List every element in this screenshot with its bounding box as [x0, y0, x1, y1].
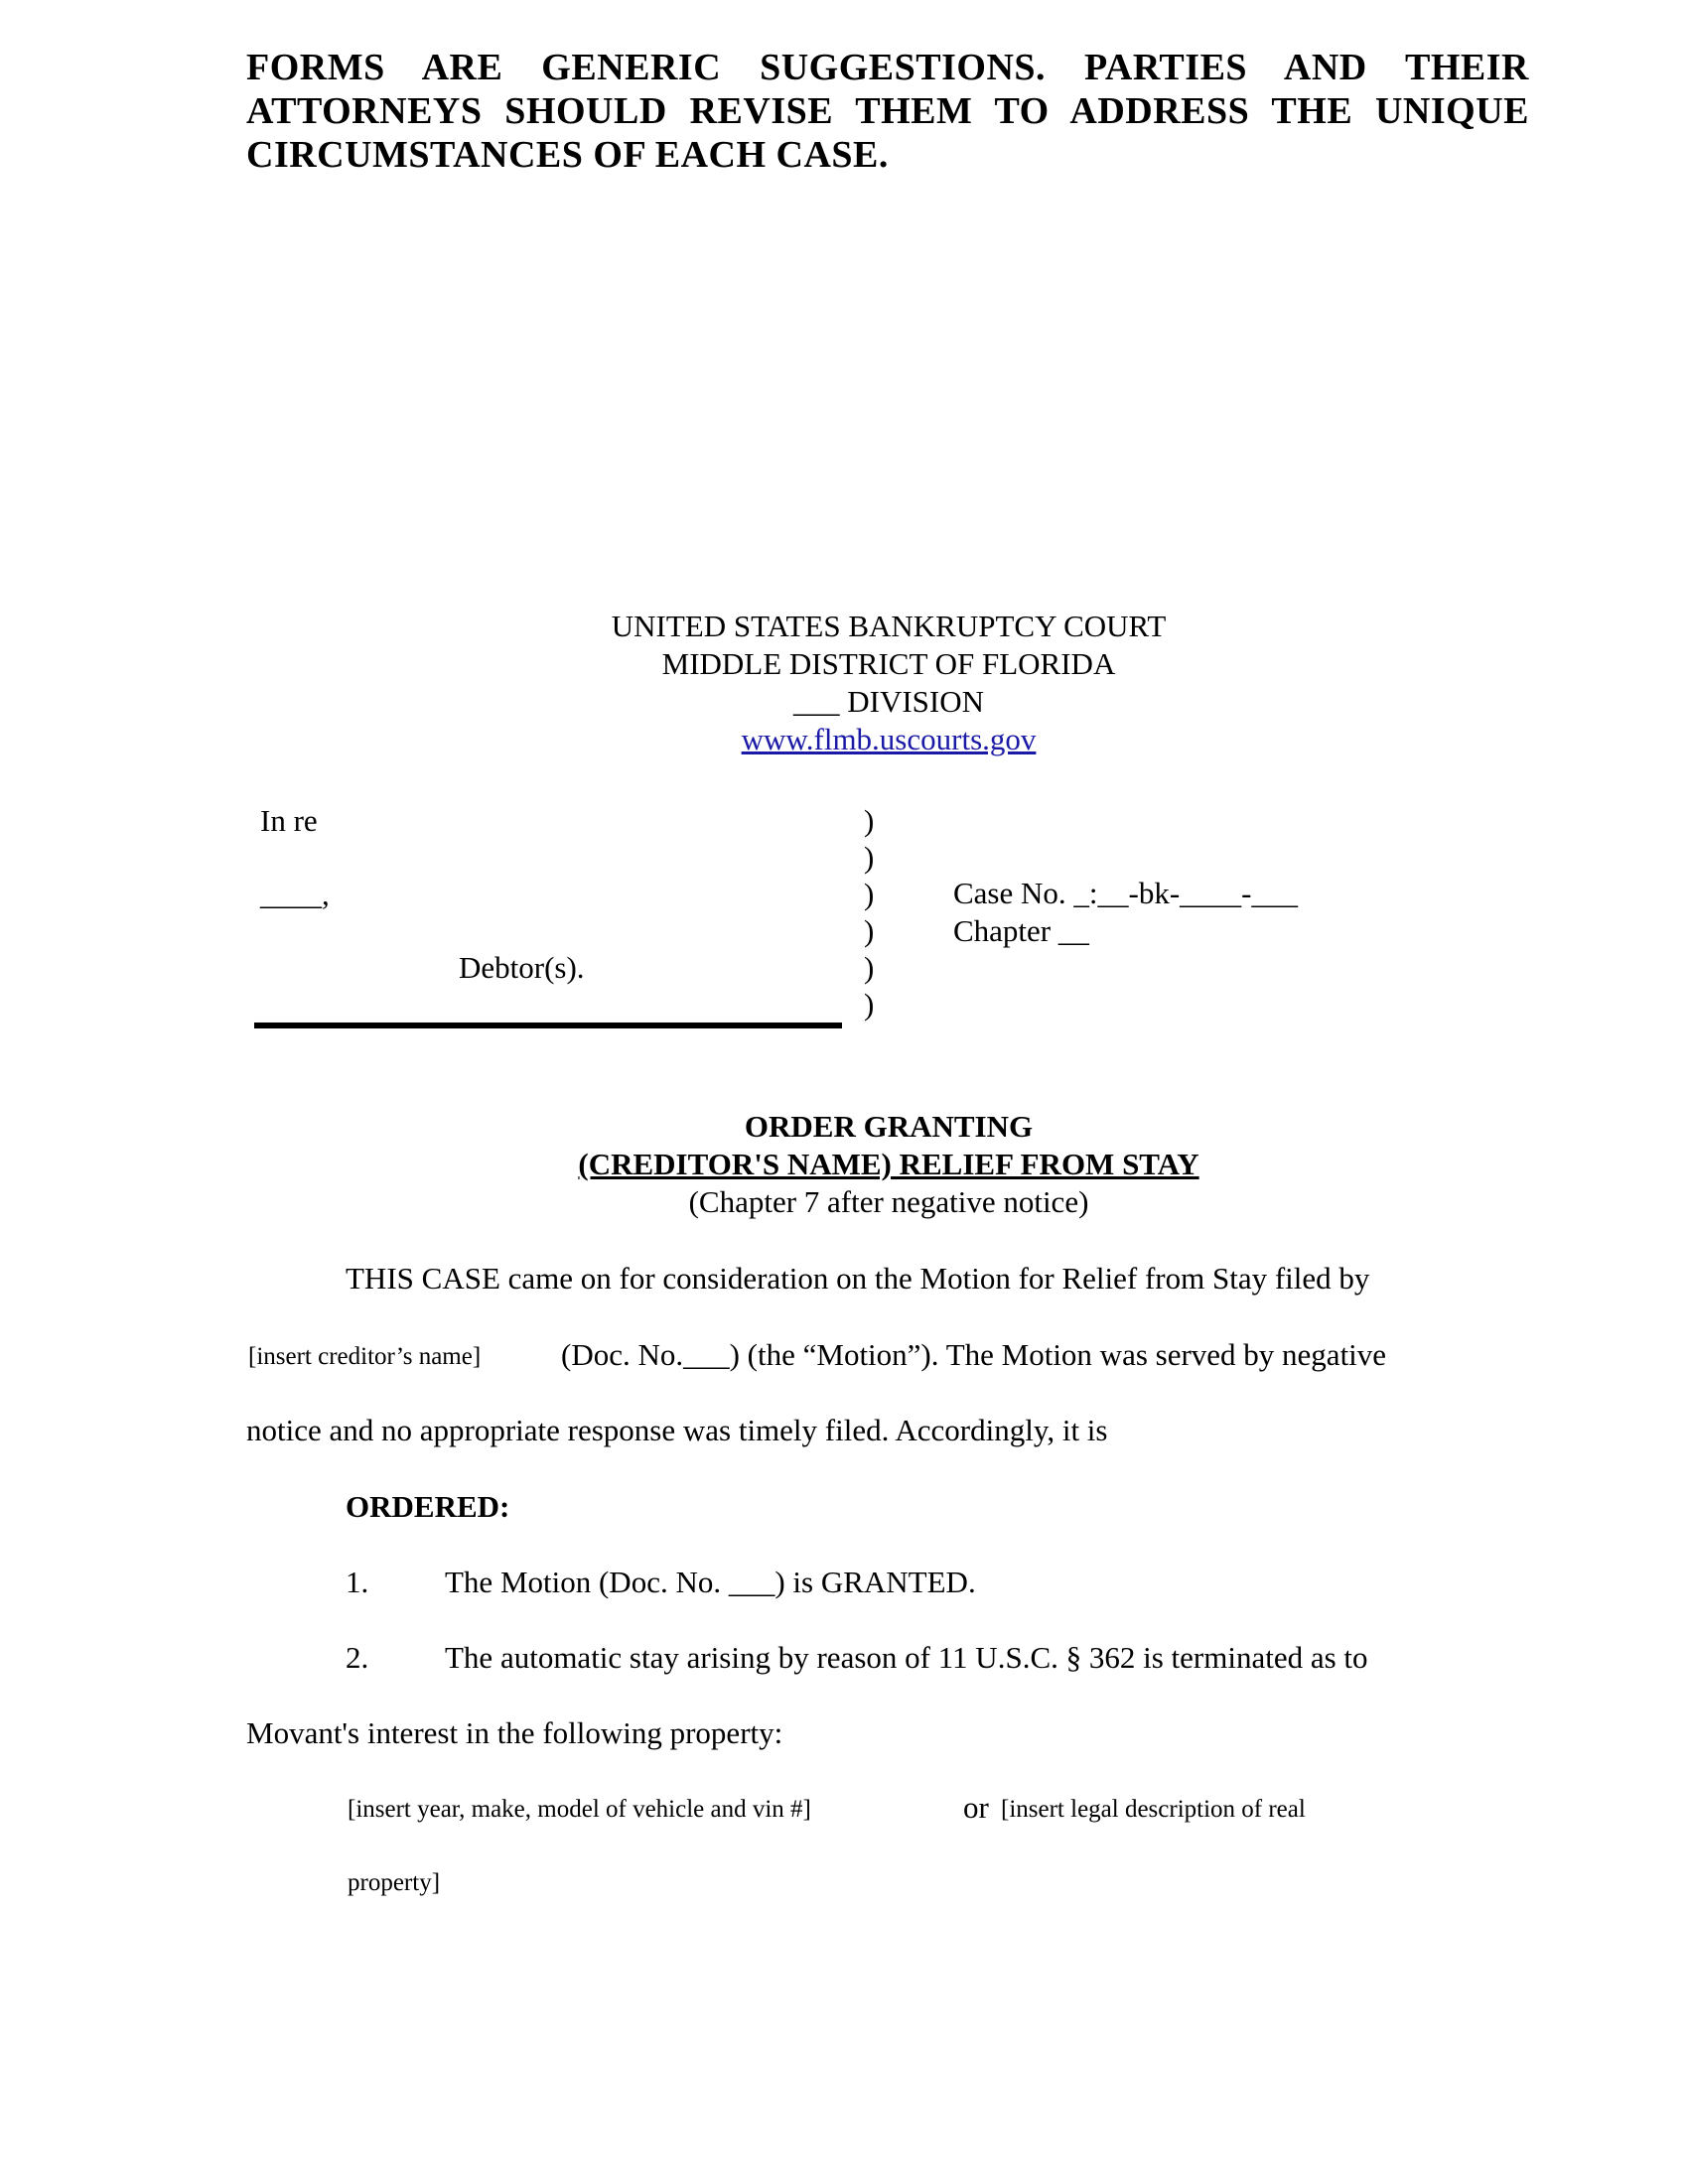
caption-divider: [254, 1023, 842, 1028]
debtor-name-blank: ____,: [260, 877, 330, 911]
debtor-label: Debtor(s).: [459, 950, 585, 985]
legal-description-placeholder: [insert legal description of real: [1001, 1796, 1306, 1823]
order-title-line2: (CREDITOR'S NAME) RELIEF FROM STAY: [578, 1147, 1199, 1181]
court-name: UNITED STATES BANKRUPTCY COURT: [611, 609, 1167, 643]
item-2-continuation: Movant's interest in the following property:: [246, 1715, 783, 1750]
chapter-number: Chapter __: [953, 913, 1089, 948]
ordered-heading: ORDERED:: [346, 1489, 510, 1524]
item-2-number: 2.: [346, 1640, 369, 1675]
item-2-text: The automatic stay arising by reason of 11 U.S.C. § 362 is terminated as to: [445, 1640, 1368, 1675]
caption-paren: ): [864, 877, 875, 911]
court-website-link[interactable]: www.flmb.uscourts.gov: [741, 722, 1037, 756]
caption-paren: ): [864, 840, 875, 875]
caption-paren: ): [864, 913, 875, 948]
body-paragraph-line1: THIS CASE came on for consideration on the Motion for Relief from Stay filed by: [346, 1261, 1370, 1296]
caption-paren: ): [864, 987, 875, 1022]
body-paragraph-line2: (Doc. No.___) (the “Motion”). The Motion was served by negative: [561, 1337, 1387, 1372]
order-title-line3: (Chapter 7 after negative notice): [688, 1184, 1089, 1219]
disclaimer-notice: FORMS ARE GENERIC SUGGESTIONS. PARTIES AND THEIR ATTORNEYS SHOULD REVISE THEM TO ADDRESS THE UNIQUE CIRCUMSTANCES OF EACH CASE.: [246, 47, 1529, 176]
creditor-name-placeholder: [insert creditor’s name]: [248, 1343, 482, 1370]
vehicle-description-placeholder: [insert year, make, model of vehicle and vin #]: [348, 1796, 811, 1823]
caption-paren: ): [864, 950, 875, 985]
item-1-number: 1.: [346, 1565, 369, 1599]
caption-parentheses: [864, 802, 874, 1023]
legal-description-continuation: property]: [348, 1869, 441, 1896]
or-connector: or: [963, 1790, 989, 1825]
court-division: ___ DIVISION: [792, 684, 984, 719]
order-title-line1: ORDER GRANTING: [744, 1109, 1034, 1144]
case-info: [953, 875, 1298, 950]
court-district: MIDDLE DISTRICT OF FLORIDA: [661, 646, 1116, 681]
case-number: Case No. _:__-bk-____-___: [953, 876, 1298, 910]
caption-paren: ): [864, 803, 875, 838]
in-re-label: In re: [260, 803, 318, 838]
body-paragraph-line3: notice and no appropriate response was timely filed. Accordingly, it is: [246, 1413, 1108, 1447]
item-1-text: The Motion (Doc. No. ___) is GRANTED.: [445, 1565, 976, 1599]
court-header: [0, 608, 1688, 758]
order-title: [0, 1108, 1688, 1221]
